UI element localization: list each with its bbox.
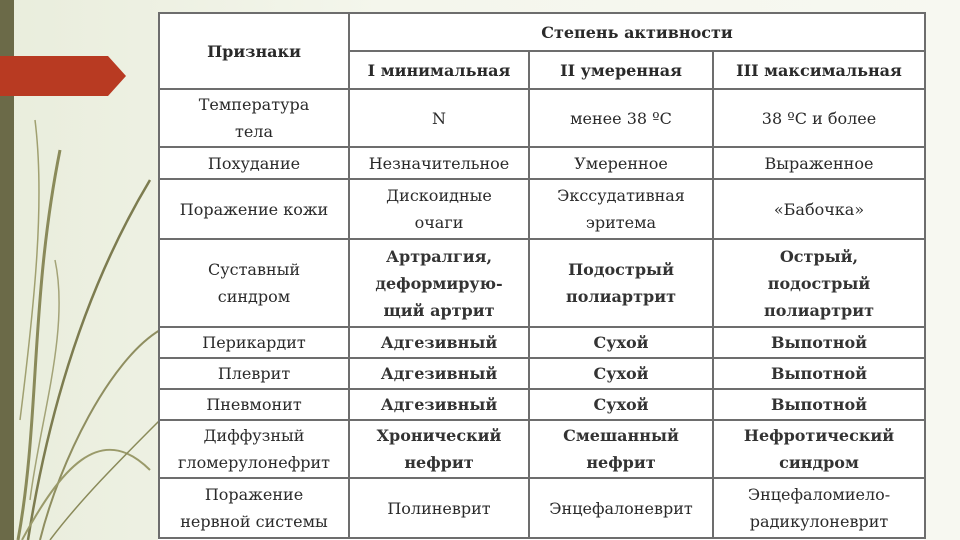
sign-cell [159, 239, 349, 327]
degree-cell-1 [349, 420, 529, 478]
cell-text: 38 ºС и более [761, 108, 877, 128]
degree-cell-3 [713, 420, 925, 478]
degree-cell-3 [713, 179, 925, 239]
cell-text: Выраженное [764, 153, 874, 173]
table-row [159, 420, 925, 478]
cell-text: Перикардит [202, 333, 306, 352]
sign-cell [159, 389, 349, 420]
table-body [159, 89, 925, 538]
degree-cell-1 [349, 478, 529, 538]
table-row [159, 327, 925, 358]
degree-cell-1 [349, 89, 529, 147]
degree-cell-2 [529, 147, 713, 179]
cell-text: Суставный [207, 260, 301, 279]
cell-text: нефрит [586, 453, 656, 472]
sign-cell [159, 358, 349, 389]
cell-text: Адгезивный [380, 364, 498, 383]
degree-cell-3 [713, 239, 925, 327]
table-row [159, 239, 925, 327]
sign-cell [159, 147, 349, 179]
cell-text: Похудание [207, 153, 301, 173]
cell-text: очаги [414, 213, 464, 232]
degree-cell-2 [529, 478, 713, 538]
header-degree-2: II умеренная [529, 51, 713, 89]
cell-text: Энцефалоневрит [549, 498, 693, 518]
degree-cell-1 [349, 327, 529, 358]
cell-text: Адгезивный [380, 333, 498, 352]
degree-cell-3 [713, 89, 925, 147]
degree-cell-1 [349, 358, 529, 389]
cell-text: Сухой [593, 333, 649, 352]
sign-cell [159, 89, 349, 147]
cell-text: полиартрит [764, 300, 874, 320]
degree-cell-2 [529, 89, 713, 147]
cell-text: Умеренное [574, 153, 668, 173]
cell-text: синдром [217, 287, 291, 306]
header-activity: Степень активности [349, 13, 925, 51]
degree-cell-2 [529, 358, 713, 389]
activity-degree-table [158, 12, 926, 539]
header-degree-1: I минимальная [349, 51, 529, 89]
degree-cell-1 [349, 147, 529, 179]
cell-text: Смешанный [563, 426, 679, 445]
cell-text: Незначительное [368, 153, 510, 173]
cell-text: Адгезивный [380, 395, 498, 414]
cell-text: Энцефаломиело- [747, 485, 891, 504]
sign-cell [159, 420, 349, 478]
degree-cell-1 [349, 389, 529, 420]
table-row [159, 179, 925, 239]
cell-text: радикулоневрит [749, 512, 889, 531]
cell-text: Диффузный [203, 426, 305, 445]
header-signs: Признаки [159, 13, 349, 89]
cell-text: тела [234, 122, 274, 141]
cell-text: подострый [767, 273, 871, 293]
cell-text: щий артрит [383, 300, 495, 320]
degree-cell-3 [713, 389, 925, 420]
cell-text: Выпотной [770, 395, 868, 414]
arrow-marker-icon [0, 56, 130, 96]
cell-text: менее 38 ºС [570, 108, 672, 128]
header-degree-3: III максимальная [713, 51, 925, 89]
cell-text: Поражение кожи [179, 199, 329, 219]
table-row [159, 478, 925, 538]
table-row [159, 147, 925, 179]
cell-text: Экссудативная [557, 186, 685, 205]
cell-text: гломерулонефрит [178, 453, 330, 472]
table-row [159, 89, 925, 147]
cell-text: Плеврит [217, 364, 291, 383]
degree-cell-3 [713, 147, 925, 179]
cell-text: Выпотной [770, 333, 868, 352]
cell-text: эритема [585, 213, 657, 232]
degree-cell-3 [713, 478, 925, 538]
degree-cell-2 [529, 239, 713, 327]
degree-cell-2 [529, 327, 713, 358]
cell-text: Температура [198, 95, 310, 114]
degree-cell-1 [349, 179, 529, 239]
cell-text: полиартрит [566, 287, 676, 306]
cell-text: нефрит [404, 453, 474, 472]
table-row [159, 358, 925, 389]
cell-text: Пневмонит [206, 395, 302, 414]
sign-cell [159, 478, 349, 538]
cell-text: Нефротический [743, 426, 895, 445]
cell-text: деформирую- [375, 273, 503, 293]
degree-cell-2 [529, 420, 713, 478]
cell-text: Сухой [593, 364, 649, 383]
cell-text: N [432, 108, 446, 128]
degree-cell-1 [349, 239, 529, 327]
degree-cell-3 [713, 358, 925, 389]
table-row [159, 389, 925, 420]
sign-cell [159, 327, 349, 358]
degree-cell-3 [713, 327, 925, 358]
cell-text: синдром [779, 453, 859, 472]
sign-cell [159, 179, 349, 239]
cell-text: Поражение [204, 485, 304, 504]
degree-cell-2 [529, 179, 713, 239]
cell-text: Дискоидные [386, 186, 492, 205]
degree-cell-2 [529, 389, 713, 420]
cell-text: нервной системы [180, 512, 328, 531]
cell-text: Артралгия, [385, 246, 493, 266]
cell-text: Сухой [593, 395, 649, 414]
cell-text: Хронический [376, 426, 502, 445]
cell-text: Острый, [779, 246, 859, 266]
cell-text: Выпотной [770, 364, 868, 383]
cell-text: Полиневрит [387, 498, 491, 518]
cell-text: «Бабочка» [773, 199, 865, 219]
activity-table-container [158, 12, 924, 540]
cell-text: Подострый [568, 260, 674, 279]
